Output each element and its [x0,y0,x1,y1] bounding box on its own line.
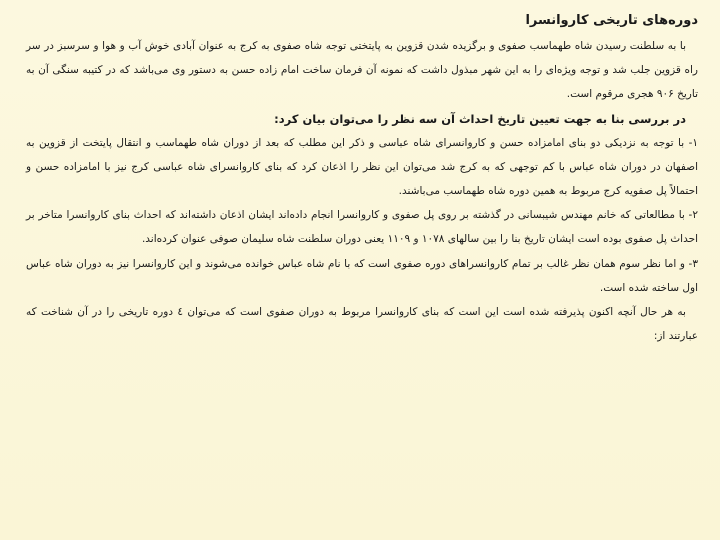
view-1-paragraph: ۱- با توجه به نزدیکی دو بنای امامزاده حسن و کاروانسرای شاه عباسی و ذکر این مطلب که بعد از دوران شاه طهماسب و انتقال پایتخت از قزوین به اصفهان در دوران شاه عباس با کم توجهی که به کرج شد می‌توان این نظر را اذعان کرد که بنای کاروانسرای شاه عباسی کرج نیز با امامزاده حسن و احتمالاً پل صفویه کرج مربوط به همین دوره شاه طهماسب می‌باشند. [26,136,698,198]
closing-paragraph: به هر حال آنچه اکنون پذیرفته شده است این است که بنای کاروانسرا مربوط به دوران صفوی است که می‌توان ٤ دوره تاریخی را در آن شناخت که عبارتند از: [26,306,698,343]
section-heading: در بررسی بنا به جهت تعیین تاریخ احداث آن سه نظر را می‌توان بیان کرد: [274,111,686,126]
intro-paragraph: با به سلطنت رسیدن شاه طهماسب صفوی و برگزیده شدن قزوین به پایتختی توجه شاه صفوی به کرج به عنوان آبادی خوش آب و هوا و سرسبز در سر راه قزوین جلب شد و توجه ویژه‌ای را به این شهر مبذول داشت که نمونه آن فرمان ساخت امام زاده حسن به دستور وی می‌باشد که در کتیبه سنگی آن به تاریخ ۹۰۶ هجری مرقوم است. [26,40,698,101]
page-title: دوره‌های تاریخی کاروانسرا [525,13,698,28]
view-2-paragraph: ۲- با مطالعاتی که خانم مهندس شیبسانی در گذشته بر روی پل صفوی و کاروانسرا انجام داده‌اند ایشان اذعان داشته‌اند که احداث بنای کاروانسرا متاخر بر احداث پل صفوی بوده است ایشان تاریخ بنا را بین سالهای ۱۰۷۸ و ۱۱۰۹ یعنی دوران سلطنت شاه سلیمان صوفی عنوان کرده‌اند. [26,209,698,246]
view-3-paragraph: ۳- و اما نظر سوم همان نظر غالب بر تمام کاروانسراهای دوره صفوی است که با نام شاه عباس خوانده می‌شوند و این کاروانسرا نیز به دوران شاه عباس اول ساخته شده است. [26,257,698,294]
